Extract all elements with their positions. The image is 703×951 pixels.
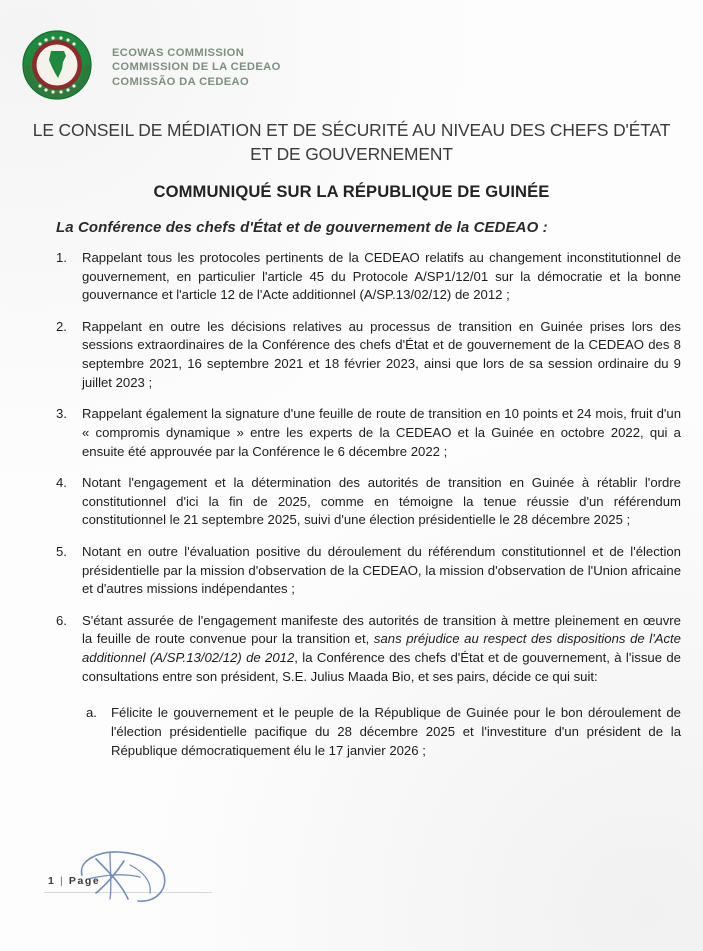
organisation-names (112, 26, 281, 89)
org-name-en: ECOWAS COMMISSION (112, 47, 245, 59)
page-footer (44, 849, 284, 909)
clause-text: Notant en outre l'évaluation positive du déroulement du référendum constitutionnel et de l'élection présidentielle par la mission d'observation de la CEDEAO, la mission d'observation de l'Union africaine et d'autres missions indépendantes ; (82, 543, 681, 597)
clause-list (0, 249, 703, 686)
clause-item (56, 474, 681, 530)
subclause-text: Félicite le gouvernement et le peuple de la République de Guinée pour le bon déroulement de l'élection présidentielle pacifique du 28 décembre 2025 et l'investiture d'un président de la République démocratiquement élu le 17 janvier 2026 ; (111, 705, 681, 758)
clause-item (56, 543, 681, 599)
clause-marker: 4. (56, 475, 67, 491)
clause-text-after-italic: , la Conférence des chefs d'État et de gouvernement, à l'issue de consultations entre son président, S.E. Julius Maada Bio, et ses pairs, décide ce qui suit: (82, 650, 681, 684)
signature-ink (66, 845, 216, 907)
clause-marker: 2. (56, 318, 67, 334)
clause-item (56, 612, 681, 686)
ecowas-logo-graphic (18, 26, 96, 104)
clause-text: Rappelant également la signature d'une feuille de route de transition en 10 points et 24 mois, fruit d'un « compromis dynamique » entre les experts de la CEDEAO et la Guinée en octobre 2022, qui a ensuite été approuvée par la Conférence le 6 décembre 2022 ; (82, 406, 681, 459)
clause-marker: 5. (56, 543, 67, 559)
clause-marker: 3. (56, 406, 67, 422)
handwritten-signature (66, 845, 216, 912)
clause-item (56, 405, 681, 461)
org-name-pt: COMISSÃO DA CEDEAO (112, 75, 250, 88)
org-name-fr: COMMISSION DE LA CEDEAO (112, 61, 281, 74)
clause-item (56, 249, 681, 305)
clause-item (56, 318, 681, 392)
page-title: LE CONSEIL DE MÉDIATION ET DE SÉCURITÉ AU NIVEAU DES CHEFS D'ÉTAT ET DE GOUVERNEMENT (32, 120, 671, 165)
clause-text: Rappelant en outre les décisions relatives au processus de transition en Guinée prises lors des sessions extraordinaires de la Conférence des chefs d'État et de gouvernement de la CEDEAO des 8 septembre 2021, 16 septembre 2021 et 18 février 2023, ainsi que lors de sa session ordinaire du 9 juillet 2023 ; (82, 318, 681, 390)
clause-marker: 1. (56, 250, 67, 266)
subclause-marker: a. (86, 705, 97, 721)
page-number-label: Page (68, 875, 101, 887)
subclause-list (0, 704, 703, 760)
subclause-item (86, 704, 681, 760)
title-block (0, 118, 703, 236)
clause-text: Notant l'engagement et la détermination des autorités de transition en Guinée à rétablir l'ordre constitutionnel d'ici la fin de 2025, comme en témoigne la tenue réussie d'un référendum constitutionnel le 21 septembre 2025, suivi d'une élection présidentielle le 28 décembre 2025 ; (82, 475, 681, 528)
letterhead (0, 0, 703, 104)
clause-marker: 6. (56, 612, 67, 628)
ecowas-logo (18, 26, 96, 104)
clause-text: Rappelant tous les protocoles pertinents de la CEDEAO relatifs au changement inconstitutionnel de gouvernement, en particulier l'article 45 du Protocole A/SP1/12/01 sur la démocratie et la bonne gouvernance et l'article 12 de l'Acte additionnel (A/SP.13/02/12) de 2012 ; (82, 250, 681, 303)
page-number-value: 1 (48, 875, 56, 887)
page-number-separator: | (59, 875, 65, 887)
clause-text-italic: sans préjudice au respect des dispositions de l'Acte additionnel (A/SP.13/02/12) de 2012 (82, 631, 681, 665)
clause-text-before-italic: S'étant assurée de l'engagement manifeste des autorités de transition à mettre pleinement en œuvre la feuille de route convenue pour la transition et, (82, 612, 681, 647)
intro-line: La Conférence des chefs d'État et de gouvernement de la CEDEAO : (56, 219, 548, 237)
communique-title: COMMUNIQUÉ SUR LA RÉPUBLIQUE DE GUINÉE (153, 182, 550, 202)
